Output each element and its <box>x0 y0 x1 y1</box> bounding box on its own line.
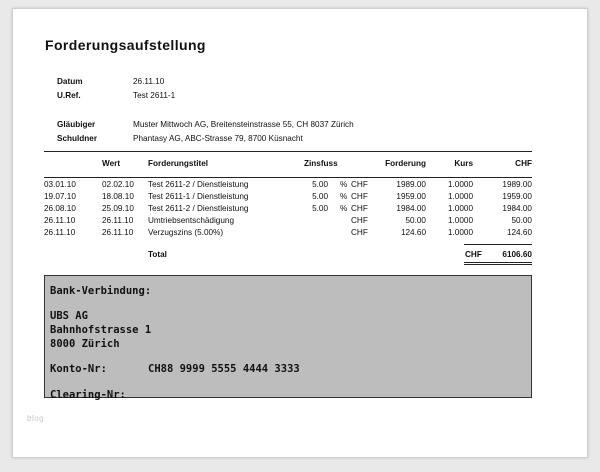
cell-chf: 50.00 <box>511 216 532 225</box>
cell-currency: CHF <box>351 216 368 225</box>
header-kurs: Kurs <box>454 159 473 168</box>
cell-titel: Test 2611-2 / Dienstleistung <box>148 180 249 189</box>
cell-wert: 18.08.10 <box>102 192 134 201</box>
cell-titel: Test 2611-1 / Dienstleistung <box>148 192 249 201</box>
table-row <box>44 228 532 240</box>
cell-percent: % <box>340 204 348 213</box>
cell-forderung: 1959.00 <box>396 192 426 201</box>
meta-ref-value: Test 2611-1 <box>133 91 176 100</box>
bank-heading: Bank-Verbindung: <box>50 285 152 297</box>
table-header <box>44 155 532 169</box>
clearing-number-label: Clearing-Nr: <box>50 389 126 401</box>
cell-chf: 1989.00 <box>502 180 532 189</box>
cell-percent: % <box>340 192 348 201</box>
cell-date: 03.01.10 <box>44 180 76 189</box>
bank-city: 8000 Zürich <box>50 338 120 350</box>
meta-date-label: Datum <box>57 77 83 86</box>
total-row <box>44 250 532 262</box>
cell-date: 19.07.10 <box>44 192 76 201</box>
cell-kurs: 1.0000 <box>447 216 473 225</box>
cell-currency: CHF <box>351 228 368 237</box>
debtor-label: Schuldner <box>57 134 98 143</box>
bank-street: Bahnhofstrasse 1 <box>50 324 152 336</box>
table-row <box>44 204 532 216</box>
cell-chf: 124.60 <box>506 228 532 237</box>
table-row <box>44 192 532 204</box>
watermark-text: blog <box>27 414 45 423</box>
bank-details-box <box>44 275 532 401</box>
table-header-rule <box>44 177 532 178</box>
cell-forderung: 124.60 <box>400 228 426 237</box>
cell-zinsfuss: 5.00 <box>312 204 328 213</box>
account-number-label: Konto-Nr: <box>50 363 107 375</box>
creditor-label: Gläubiger <box>57 120 96 129</box>
cell-date: 26.11.10 <box>44 228 76 237</box>
cell-date: 26.08.10 <box>44 204 76 213</box>
total-amount: 6106.60 <box>502 250 532 259</box>
cell-forderung: 1984.00 <box>396 204 426 213</box>
header-forderung: Forderung <box>385 159 426 168</box>
cell-wert: 02.02.10 <box>102 180 134 189</box>
cell-percent: % <box>340 180 348 189</box>
header-titel: Forderungstitel <box>148 159 209 168</box>
cell-wert: 25.09.10 <box>102 204 134 213</box>
meta-ref-label: U.Ref. <box>57 91 81 100</box>
document-title: Forderungsaufstellung <box>45 37 206 53</box>
cell-kurs: 1.0000 <box>447 192 473 201</box>
table-row <box>44 180 532 192</box>
cell-titel: Test 2611-2 / Dienstleistung <box>148 204 249 213</box>
meta-date-value: 26.11.10 <box>133 77 165 86</box>
cell-currency: CHF <box>351 204 368 213</box>
header-wert: Wert <box>102 159 121 168</box>
cell-wert: 26.11.10 <box>102 216 134 225</box>
cell-forderung: 50.00 <box>405 216 426 225</box>
cell-zinsfuss: 5.00 <box>312 180 328 189</box>
cell-zinsfuss: 5.00 <box>312 192 328 201</box>
creditor-value: Muster Mittwoch AG, Breitensteinstrasse 55, CH 8037 Zürich <box>133 120 354 129</box>
cell-titel: Verzugszins (5.00%) <box>148 228 224 237</box>
total-rule-double <box>464 264 532 265</box>
cell-wert: 26.11.10 <box>102 228 134 237</box>
total-currency: CHF <box>465 250 482 259</box>
cell-kurs: 1.0000 <box>447 204 473 213</box>
total-label: Total <box>148 250 167 259</box>
cell-currency: CHF <box>351 180 368 189</box>
total-rule-top <box>464 244 532 245</box>
cell-kurs: 1.0000 <box>447 180 473 189</box>
total-rule-bottom <box>464 262 532 263</box>
cell-chf: 1959.00 <box>502 192 532 201</box>
cell-titel: Umtriebsentschädigung <box>148 216 235 225</box>
cell-kurs: 1.0000 <box>447 228 473 237</box>
cell-chf: 1984.00 <box>502 204 532 213</box>
header-zinsfuss: Zinsfuss <box>304 159 338 168</box>
debtor-value: Phantasy AG, ABC-Strasse 79, 8700 Küsnacht <box>133 134 303 143</box>
cell-currency: CHF <box>351 192 368 201</box>
table-top-rule <box>44 151 532 152</box>
cell-forderung: 1989.00 <box>396 180 426 189</box>
header-chf: CHF <box>515 159 532 168</box>
table-row <box>44 216 532 228</box>
account-number-value: CH88 9999 5555 4444 3333 <box>148 363 300 375</box>
bank-name: UBS AG <box>50 310 88 322</box>
cell-date: 26.11.10 <box>44 216 76 225</box>
